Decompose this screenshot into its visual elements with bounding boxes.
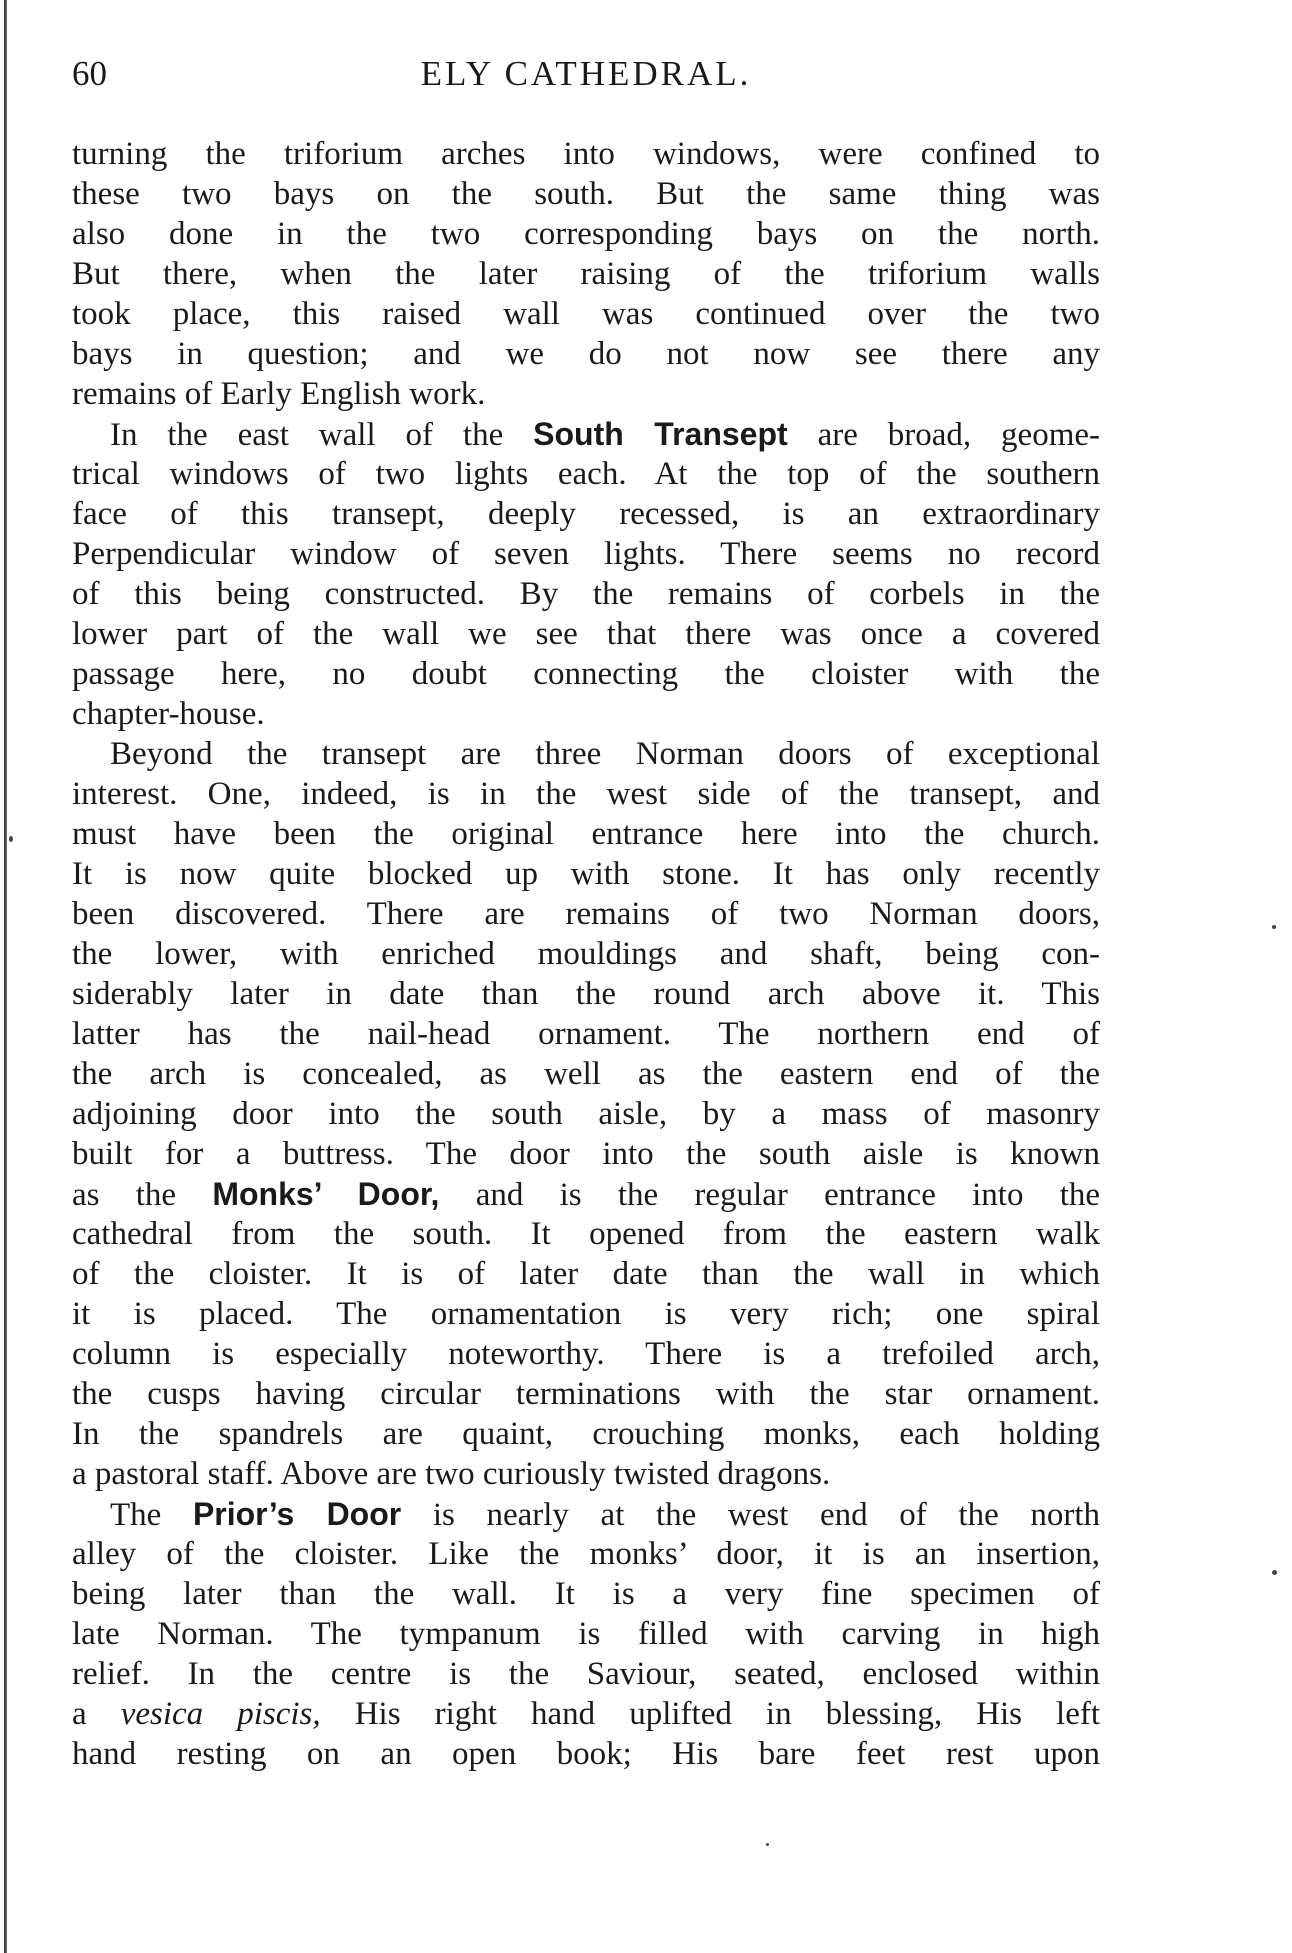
text-line: latter has the nail-head ornament. The northern end of [72, 1016, 1100, 1052]
text-line: chapter-house. [72, 696, 265, 732]
text-run: a [72, 1696, 121, 1732]
text-run: The [110, 1497, 193, 1533]
text-line: been discovered. There are remains of two Norman doors, [72, 896, 1100, 932]
text-line: In the spandrels are quaint, crouching monks, each holding [72, 1416, 1100, 1452]
text-line [72, 1174, 1100, 1214]
book-title: ELY CATHEDRAL. [420, 54, 752, 93]
print-speck [1272, 1570, 1277, 1575]
page-number: 60 [72, 54, 107, 93]
text-line: cathedral from the south. It opened from the eastern walk [72, 1216, 1100, 1252]
text-line: of the cloister. It is of later date than the wall in which [72, 1256, 1100, 1292]
text-run: as the [72, 1177, 213, 1213]
text-line: Beyond the transept are three Norman doors of exceptional [110, 736, 1100, 772]
text-line: it is placed. The ornamentation is very rich; one spiral [72, 1296, 1100, 1332]
text-line: these two bays on the south. But the same thing was [72, 176, 1100, 212]
print-speck [9, 836, 13, 842]
text-line: relief. In the centre is the Saviour, seated, enclosed within [72, 1656, 1100, 1692]
text-line: remains of Early English work. [72, 376, 486, 412]
text-line: It is now quite blocked up with stone. It has only recently [72, 856, 1100, 892]
text-run: His right hand uplifted in blessing, His left [320, 1696, 1100, 1732]
text-line: passage here, no doubt connecting the cloister with the [72, 656, 1100, 692]
text-line: the lower, with enriched mouldings and shaft, being con- [72, 936, 1100, 972]
text-line: adjoining door into the south aisle, by a mass of masonry [72, 1096, 1100, 1132]
text-line: hand resting on an open book; His bare feet rest upon [72, 1736, 1100, 1772]
text-line: of this being constructed. By the remains of corbels in the [72, 576, 1100, 612]
text-line: the arch is concealed, as well as the eastern end of the [72, 1056, 1100, 1092]
text-run: are broad, geome- [787, 417, 1100, 453]
text-line [72, 1494, 1100, 1534]
text-line: Perpendicular window of seven lights. There seems no record [72, 536, 1100, 572]
text-line: siderably later in date than the round arch above it. This [72, 976, 1100, 1012]
text-line [72, 414, 1100, 454]
text-line [72, 1694, 1100, 1734]
text-line: a pastoral staff. Above are two curiously twisted dragons. [72, 1456, 831, 1492]
body-text [72, 134, 1100, 1774]
print-speck [1272, 925, 1276, 929]
print-speck [766, 1843, 769, 1846]
text-line: late Norman. The tympanum is filled with carving in high [72, 1616, 1100, 1652]
text-line: bays in question; and we do not now see there any [72, 336, 1100, 372]
text-run: is nearly at the west end of the north [401, 1497, 1100, 1533]
text-run: and is the regular entrance into the [439, 1177, 1100, 1213]
text-line: the cusps having circular terminations with the star ornament. [72, 1376, 1100, 1412]
page-edge [4, 0, 7, 1953]
text-line: column is especially noteworthy. There is a trefoiled arch, [72, 1336, 1100, 1372]
text-line: trical windows of two lights each. At the top of the southern [72, 456, 1100, 492]
text-line: took place, this raised wall was continued over the two [72, 296, 1100, 332]
running-head [72, 44, 1100, 104]
vesica-piscis-term: vesica piscis, [120, 1696, 321, 1732]
text-line: must have been the original entrance here into the church. [72, 816, 1100, 852]
text-line: face of this transept, deeply recessed, is an extraordinary [72, 496, 1100, 532]
text-run: In the east wall of the [110, 417, 534, 453]
monks-door-heading: Monks’ Door, [212, 1176, 440, 1212]
text-line: built for a buttress. The door into the south aisle is known [72, 1136, 1100, 1172]
text-line: lower part of the wall we see that there was once a covered [72, 616, 1100, 652]
text-line: turning the triforium arches into windows, were confined to [72, 136, 1100, 172]
priors-door-heading: Prior’s Door [192, 1496, 402, 1532]
text-line: interest. One, indeed, is in the west side of the transept, and [72, 776, 1100, 812]
text-line: alley of the cloister. Like the monks’ door, it is an insertion, [72, 1536, 1100, 1572]
south-transept-heading: South Transept [533, 416, 788, 452]
text-line: But there, when the later raising of the triforium walls [72, 256, 1100, 292]
text-line: being later than the wall. It is a very fine specimen of [72, 1576, 1100, 1612]
text-line: also done in the two corresponding bays on the north. [72, 216, 1100, 252]
